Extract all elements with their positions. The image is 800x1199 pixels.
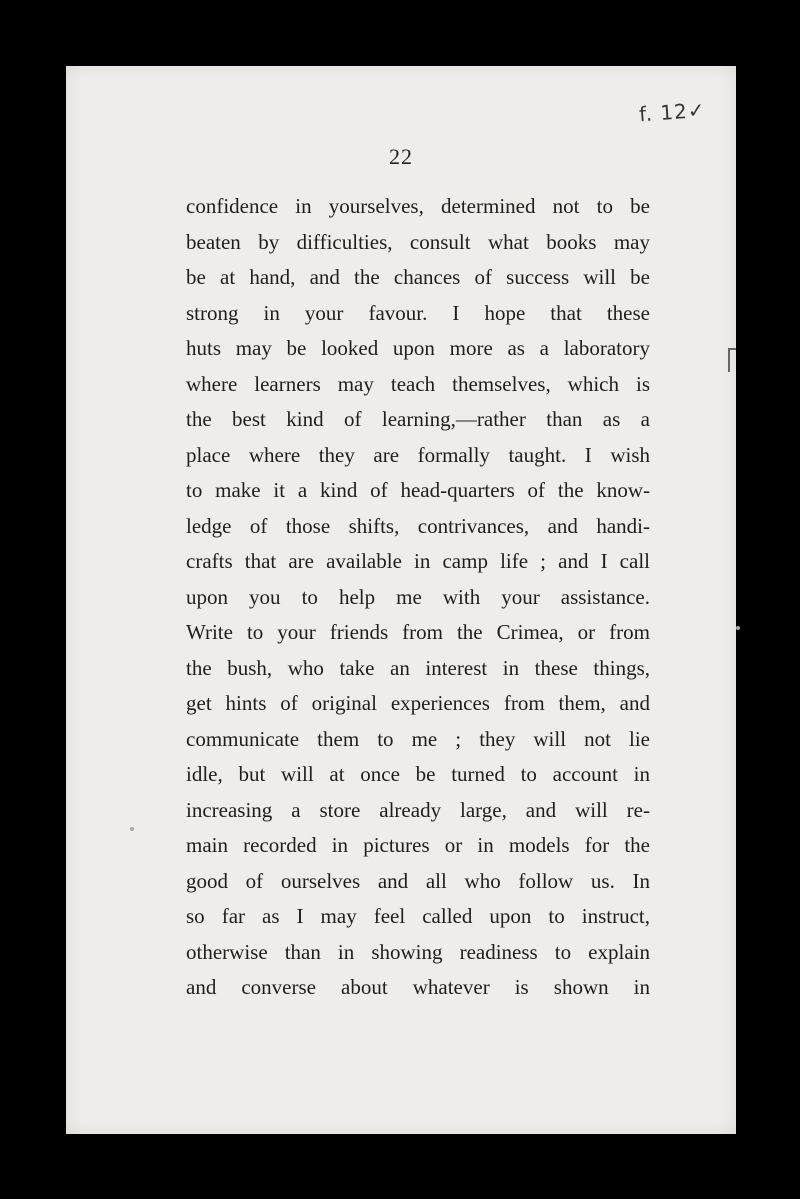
text-line: otherwise than in showing readiness to explain xyxy=(186,939,650,964)
text-line: be at hand, and the chances of success will be xyxy=(186,265,650,289)
text-line: the best kind of learning,—rather than as a xyxy=(186,407,650,431)
text-line: ledge of those shifts, contrivances, and handi- xyxy=(186,513,650,538)
text-line: confidence in yourselves, determined not to be xyxy=(186,194,650,218)
body-text xyxy=(186,189,650,1006)
text-line: to make it a kind of head-quarters of the know- xyxy=(186,478,650,502)
text-line: upon you to help me with your assistance. xyxy=(186,584,650,609)
text-line: communicate them to me ; they will not lie xyxy=(186,726,650,751)
handwritten-folio-note: f. 12✓ xyxy=(638,97,707,127)
text-line: idle, but will at once be turned to account in xyxy=(186,762,650,786)
text-line: place where they are formally taught. I wish xyxy=(186,442,650,467)
paper-speck xyxy=(130,827,134,831)
text-line: beaten by difficulties, consult what books may xyxy=(186,229,650,254)
text-line: and converse about whatever is shown in xyxy=(186,975,650,999)
text-line: Write to your friends from the Crimea, or from xyxy=(186,620,650,644)
paper-speck xyxy=(736,626,740,630)
text-line: so far as I may feel called upon to instruct, xyxy=(186,904,650,928)
text-line: increasing a store already large, and will re- xyxy=(186,797,650,822)
text-line: huts may be looked upon more as a laboratory xyxy=(186,336,650,360)
text-line: strong in your favour. I hope that these xyxy=(186,300,650,325)
text-line: main recorded in pictures or in models for the xyxy=(186,833,650,857)
text-line: where learners may teach themselves, which is xyxy=(186,371,650,396)
text-line: crafts that are available in camp life ; and I call xyxy=(186,549,650,573)
text-line: get hints of original experiences from them, and xyxy=(186,691,650,715)
text-line: good of ourselves and all who follow us. In xyxy=(186,868,650,893)
text-line: the bush, who take an interest in these things, xyxy=(186,655,650,680)
page-number: 22 xyxy=(389,144,413,169)
book-page xyxy=(66,66,736,1134)
margin-mark xyxy=(728,348,736,372)
